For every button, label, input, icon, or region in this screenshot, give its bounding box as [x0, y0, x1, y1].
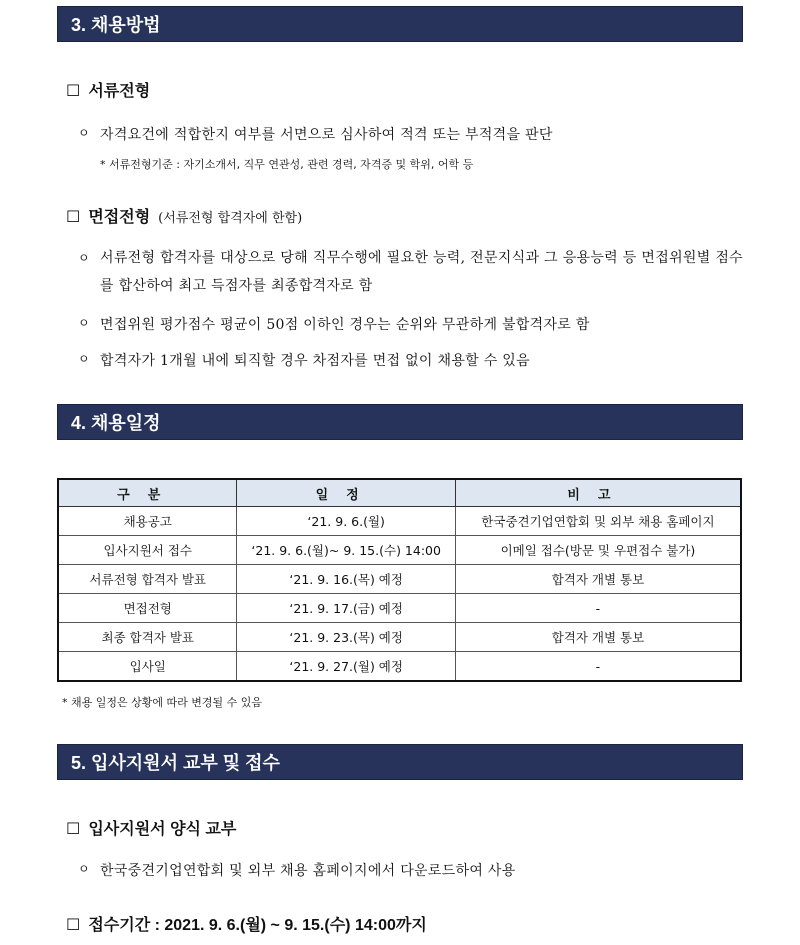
row-category: 면접전형 — [58, 594, 237, 623]
section-5-title: 5. 입사지원서 교부 및 접수 — [71, 753, 280, 773]
interview-bullet-3 — [78, 350, 530, 370]
header-remarks: 비고 — [455, 479, 741, 507]
section-5-header — [57, 744, 743, 780]
interview-bullet-1 — [78, 244, 743, 300]
doc-screen-heading — [66, 78, 150, 101]
row-category: 서류전형 합격자 발표 — [58, 565, 237, 594]
section-3-header — [57, 6, 743, 42]
row-date: ‘21. 9. 16.(목) 예정 — [237, 565, 455, 594]
checkbox-square-icon: ☐ — [66, 209, 81, 226]
table-row — [58, 623, 741, 652]
schedule-note: * 채용 일정은 상황에 따라 변경될 수 있음 — [62, 696, 262, 709]
table-row — [58, 536, 741, 565]
interview-qualifier: (서류전형 합격자에 한함) — [158, 211, 303, 226]
section-4-header — [57, 404, 743, 440]
checkbox-square-icon: ☐ — [66, 83, 81, 100]
checkbox-square-icon: ☐ — [66, 917, 81, 934]
table-header-row — [58, 479, 741, 507]
row-date: ‘21. 9. 17.(금) 예정 — [237, 594, 455, 623]
row-date: ‘21. 9. 27.(월) 예정 — [237, 652, 455, 682]
checkbox-square-icon: ☐ — [66, 821, 81, 838]
table-row — [58, 507, 741, 536]
doc-screen-title: 서류전형 — [88, 83, 151, 100]
row-remark: 이메일 접수(방문 및 우편접수 불가) — [455, 536, 741, 565]
row-remark: - — [455, 652, 741, 682]
schedule-table — [57, 478, 742, 682]
form-distribution-bullet — [78, 860, 516, 880]
row-remark: 합격자 개별 통보 — [455, 623, 741, 652]
bullet-text: 면접위원 평가점수 평균이 50점 이하인 경우는 순위와 무관하게 불합격자로 함 — [100, 317, 590, 333]
bullet-mark: ㅇ — [78, 316, 90, 330]
bullet-mark: ㅇ — [78, 126, 90, 140]
form-distribution-title: 입사지원서 양식 교부 — [88, 821, 237, 838]
row-remark: 합격자 개별 통보 — [455, 565, 741, 594]
application-period-heading — [66, 912, 427, 935]
row-date: ‘21. 9. 6.(월)~ 9. 15.(수) 14:00 — [237, 536, 455, 565]
bullet-mark: ㅇ — [78, 251, 90, 265]
header-category: 구분 — [58, 479, 237, 507]
table-row — [58, 652, 741, 682]
interview-bullet-2 — [78, 314, 590, 334]
row-category: 입사지원서 접수 — [58, 536, 237, 565]
section-3-title: 3. 채용방법 — [71, 15, 161, 35]
bullet-mark: ㅇ — [78, 862, 90, 876]
bullet-mark: ㅇ — [78, 352, 90, 366]
bullet-text: 합격자가 1개월 내에 퇴직할 경우 차점자를 면접 없이 채용할 수 있음 — [100, 353, 530, 369]
row-remark: - — [455, 594, 741, 623]
bullet-text: 한국중견기업연합회 및 외부 채용 홈페이지에서 다운로드하여 사용 — [100, 863, 516, 879]
doc-screen-bullet — [78, 124, 553, 144]
table-row — [58, 594, 741, 623]
section-4-title: 4. 채용일정 — [71, 413, 161, 433]
application-period-title: 접수기간 : 2021. 9. 6.(월) ~ 9. 15.(수) 14:00까지 — [88, 917, 427, 934]
row-date: ‘21. 9. 6.(월) — [237, 507, 455, 536]
row-category: 채용공고 — [58, 507, 237, 536]
table-row — [58, 565, 741, 594]
interview-title: 면접전형 — [88, 209, 151, 226]
bullet-text: 자격요건에 적합한지 여부를 서면으로 심사하여 적격 또는 부적격을 판단 — [100, 127, 553, 143]
form-distribution-heading — [66, 816, 236, 839]
row-category: 입사일 — [58, 652, 237, 682]
interview-heading — [66, 204, 302, 227]
row-remark: 한국중견기업연합회 및 외부 채용 홈페이지 — [455, 507, 741, 536]
row-date: ‘21. 9. 23.(목) 예정 — [237, 623, 455, 652]
header-schedule: 일정 — [237, 479, 455, 507]
bullet-text: 서류전형 합격자를 대상으로 당해 직무수행에 필요한 능력, 전문지식과 그 응용능력 등 면접위원별 점수를 합산하여 최고 득점자를 최종합격자로 함 — [100, 250, 743, 294]
doc-screen-criteria-note: * 서류전형기준 : 자기소개서, 직무 연관성, 관련 경력, 자격증 및 학위, 어학 등 — [100, 158, 474, 171]
row-category: 최종 합격자 발표 — [58, 623, 237, 652]
